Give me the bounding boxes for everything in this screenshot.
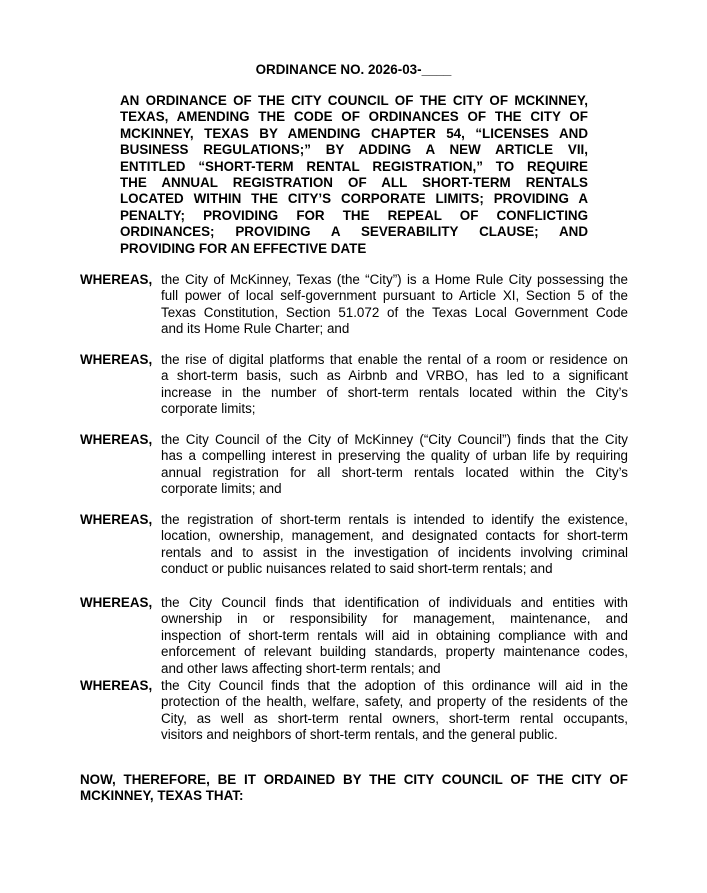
whereas-clause — [80, 352, 628, 418]
whereas-label: WHEREAS, — [80, 432, 153, 447]
text-line: Texas Constitution, Section 51.072 of the Texas Local Government Code — [161, 304, 628, 320]
text-line: MCKINNEY, TEXAS BY AMENDING CHAPTER 54, “LICENSES AND — [120, 125, 588, 141]
text-line: TEXAS, AMENDING THE CODE OF ORDINANCES OF THE CITY OF — [120, 109, 588, 125]
text-line: ORDINANCES; PROVIDING A SEVERABILITY CLAUSE; AND — [120, 224, 588, 240]
text-line: a short-term basis, such as Airbnb and VRBO, has led to a significant — [161, 368, 628, 384]
text-line: AN ORDINANCE OF THE CITY COUNCIL OF THE CITY OF MCKINNEY, — [120, 93, 588, 108]
whereas-clause — [80, 512, 628, 578]
text-line: ENTITLED “SHORT-TERM RENTAL REGISTRATION,” TO REQUIRE — [120, 158, 588, 174]
text-line: the registration of short-term rentals is intended to identify the existence, — [161, 512, 628, 527]
whereas-clause — [80, 272, 628, 338]
enacting-clause — [80, 772, 628, 805]
text-line: corporate limits; and — [161, 481, 282, 497]
text-line: and its Home Rule Charter; and — [161, 321, 350, 337]
whereas-label: WHEREAS, — [80, 595, 153, 610]
text-line: MCKINNEY, TEXAS THAT: — [80, 788, 244, 804]
text-line: ownership in or responsibility for management, maintenance, and — [161, 611, 628, 627]
whereas-label: WHEREAS, — [80, 352, 153, 367]
text-line: corporate limits; — [161, 401, 256, 417]
text-line: THE ANNUAL REGISTRATION OF ALL SHORT-TERM RENTALS — [120, 174, 588, 190]
text-line: BUSINESS REGULATIONS;” BY ADDING A NEW ARTICLE VII, — [120, 142, 588, 158]
text-line: PENALTY; PROVIDING FOR THE REPEAL OF CONFLICTING — [120, 207, 588, 223]
text-line: full power of local self-government pursuant to Article XI, Section 5 of the — [161, 288, 628, 304]
whereas-clause — [80, 432, 628, 498]
text-line: the City Council finds that identification of individuals and entities with — [161, 595, 628, 610]
text-line: City, as well as short-term rental owners, short-term rental occupants, — [161, 710, 628, 726]
text-line: location, ownership, management, and designated contacts for short-term — [161, 528, 628, 544]
whereas-clause — [80, 595, 628, 677]
text-line: visitors and neighbors of short-term rentals, and the general public. — [161, 727, 558, 743]
text-line: has a compelling interest in preserving the quality of urban life by requiring — [161, 448, 628, 464]
text-line: rentals and to assist in the investigation of incidents involving criminal — [161, 544, 628, 560]
text-line: enforcement of relevant building standards, property maintenance codes, — [161, 644, 628, 660]
text-line: the City Council of the City of McKinney (“City Council”) finds that the City — [161, 432, 628, 447]
text-line: LOCATED WITHIN THE CITY’S CORPORATE LIMITS; PROVIDING A — [120, 191, 588, 207]
text-line: and other laws affecting short-term rentals; and — [161, 660, 441, 676]
ordinance-caption — [120, 93, 588, 257]
text-line: increase in the number of short-term rentals located within the City’s — [161, 384, 628, 400]
whereas-label: WHEREAS, — [80, 272, 153, 287]
text-line: annual registration for all short-term rentals located within the City’s — [161, 464, 628, 480]
text-line: the City of McKinney, Texas (the “City”) is a Home Rule City possessing the — [161, 272, 628, 287]
whereas-label: WHEREAS, — [80, 678, 153, 693]
text-line: the rise of digital platforms that enable the rental of a room or residence on — [161, 352, 628, 367]
text-line: PROVIDING FOR AN EFFECTIVE DATE — [120, 240, 367, 256]
whereas-label: WHEREAS, — [80, 512, 153, 527]
whereas-clause — [80, 678, 628, 744]
text-line: the City Council finds that the adoption of this ordinance will aid in the — [161, 678, 628, 693]
text-line: protection of the health, welfare, safety, and property of the residents of the — [161, 694, 628, 710]
text-line: conduct or public nuisances related to said short-term rentals; and — [161, 561, 553, 577]
ordinance-number-title: ORDINANCE NO. 2026-03-____ — [255, 62, 452, 77]
text-line: inspection of short-term rentals will aid in obtaining compliance with and — [161, 627, 628, 643]
text-line: NOW, THEREFORE, BE IT ORDAINED BY THE CITY COUNCIL OF THE CITY OF — [80, 772, 628, 787]
